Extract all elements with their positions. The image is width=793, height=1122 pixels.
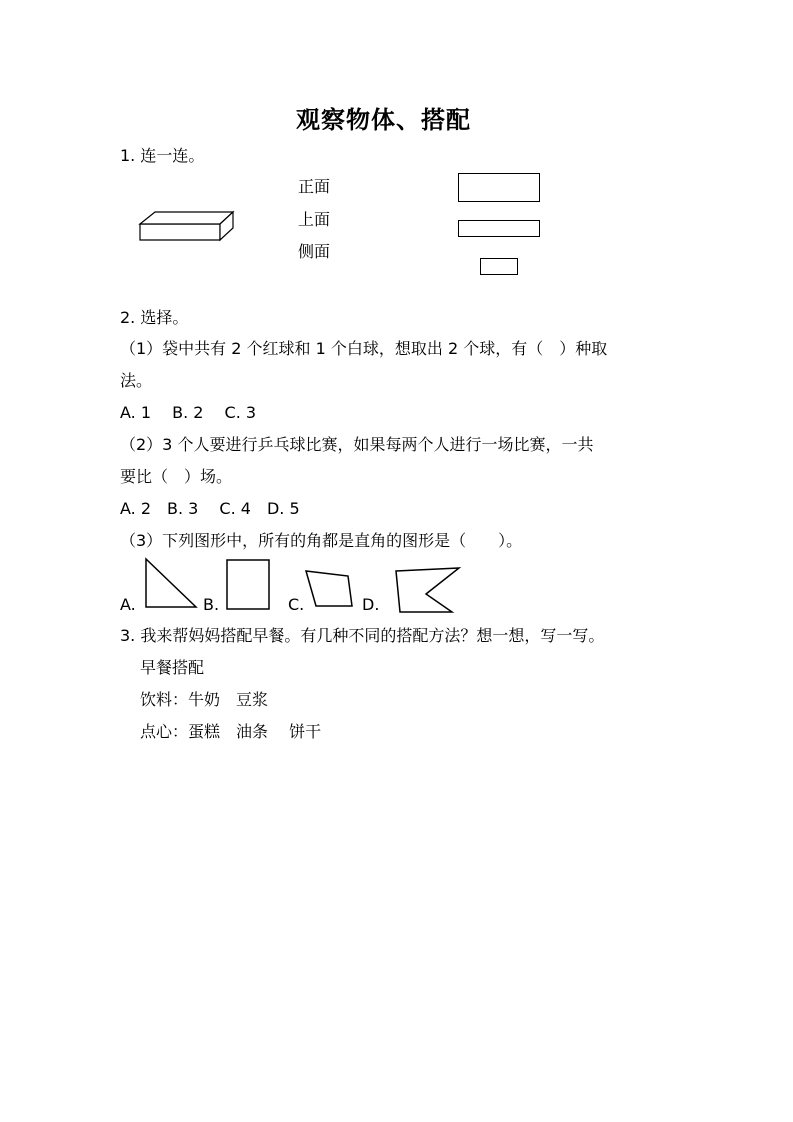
- shape-label-a: A.: [120, 595, 136, 614]
- q2-part2-options: A. 2 B. 3 C. 4 D. 5: [120, 499, 300, 518]
- rect-option-flat[interactable]: [458, 220, 540, 237]
- q3-heading: 3. 我来帮妈妈搭配早餐。有几种不同的搭配方法？想一想，写一写。: [120, 626, 605, 645]
- rect-option-large[interactable]: [458, 173, 540, 202]
- q1-heading: 1. 连一连。: [120, 146, 205, 165]
- q3-subtitle: 早餐搭配: [140, 658, 205, 677]
- q2-part2-line2: 要比（ ）场。: [120, 467, 233, 486]
- q2-part1-options: A. 1 B. 2 C. 3: [120, 403, 257, 422]
- trapezoid-shape: [302, 568, 358, 610]
- cuboid-figure: [138, 209, 236, 243]
- q3-drinks: 饮料：牛奶 豆浆: [140, 690, 269, 709]
- q3-snacks: 点心：蛋糕 油条 饼干: [140, 722, 322, 741]
- label-front-view: 正面: [298, 177, 331, 196]
- shape-label-b: B.: [203, 595, 220, 614]
- q2-part2-line1: （2）3 个人要进行乒乓球比赛，如果每两个人进行一场比赛，一共: [120, 435, 594, 454]
- shape-label-c: C.: [288, 595, 305, 614]
- q2-heading: 2. 选择。: [120, 308, 189, 327]
- q2-part3-line1: （3）下列图形中，所有的角都是直角的图形是（ ）。: [120, 531, 523, 550]
- cuboid-front-face: [140, 224, 220, 240]
- concave-shape: [392, 564, 464, 616]
- q2-part1-line1: （1）袋中共有 2 个红球和 1 个白球，想取出 2 个球，有（ ）种取: [120, 339, 608, 358]
- label-top-view: 上面: [298, 210, 331, 229]
- rectangle-shape: [222, 557, 274, 613]
- q2-part1-line2: 法。: [120, 371, 153, 390]
- label-side-view: 侧面: [298, 242, 331, 261]
- right-triangle-shape: [140, 555, 202, 611]
- shape-label-d: D.: [362, 595, 380, 614]
- rect-option-small[interactable]: [480, 258, 518, 275]
- cuboid-top-face: [140, 212, 233, 224]
- page-title: 观察物体、搭配: [296, 105, 471, 134]
